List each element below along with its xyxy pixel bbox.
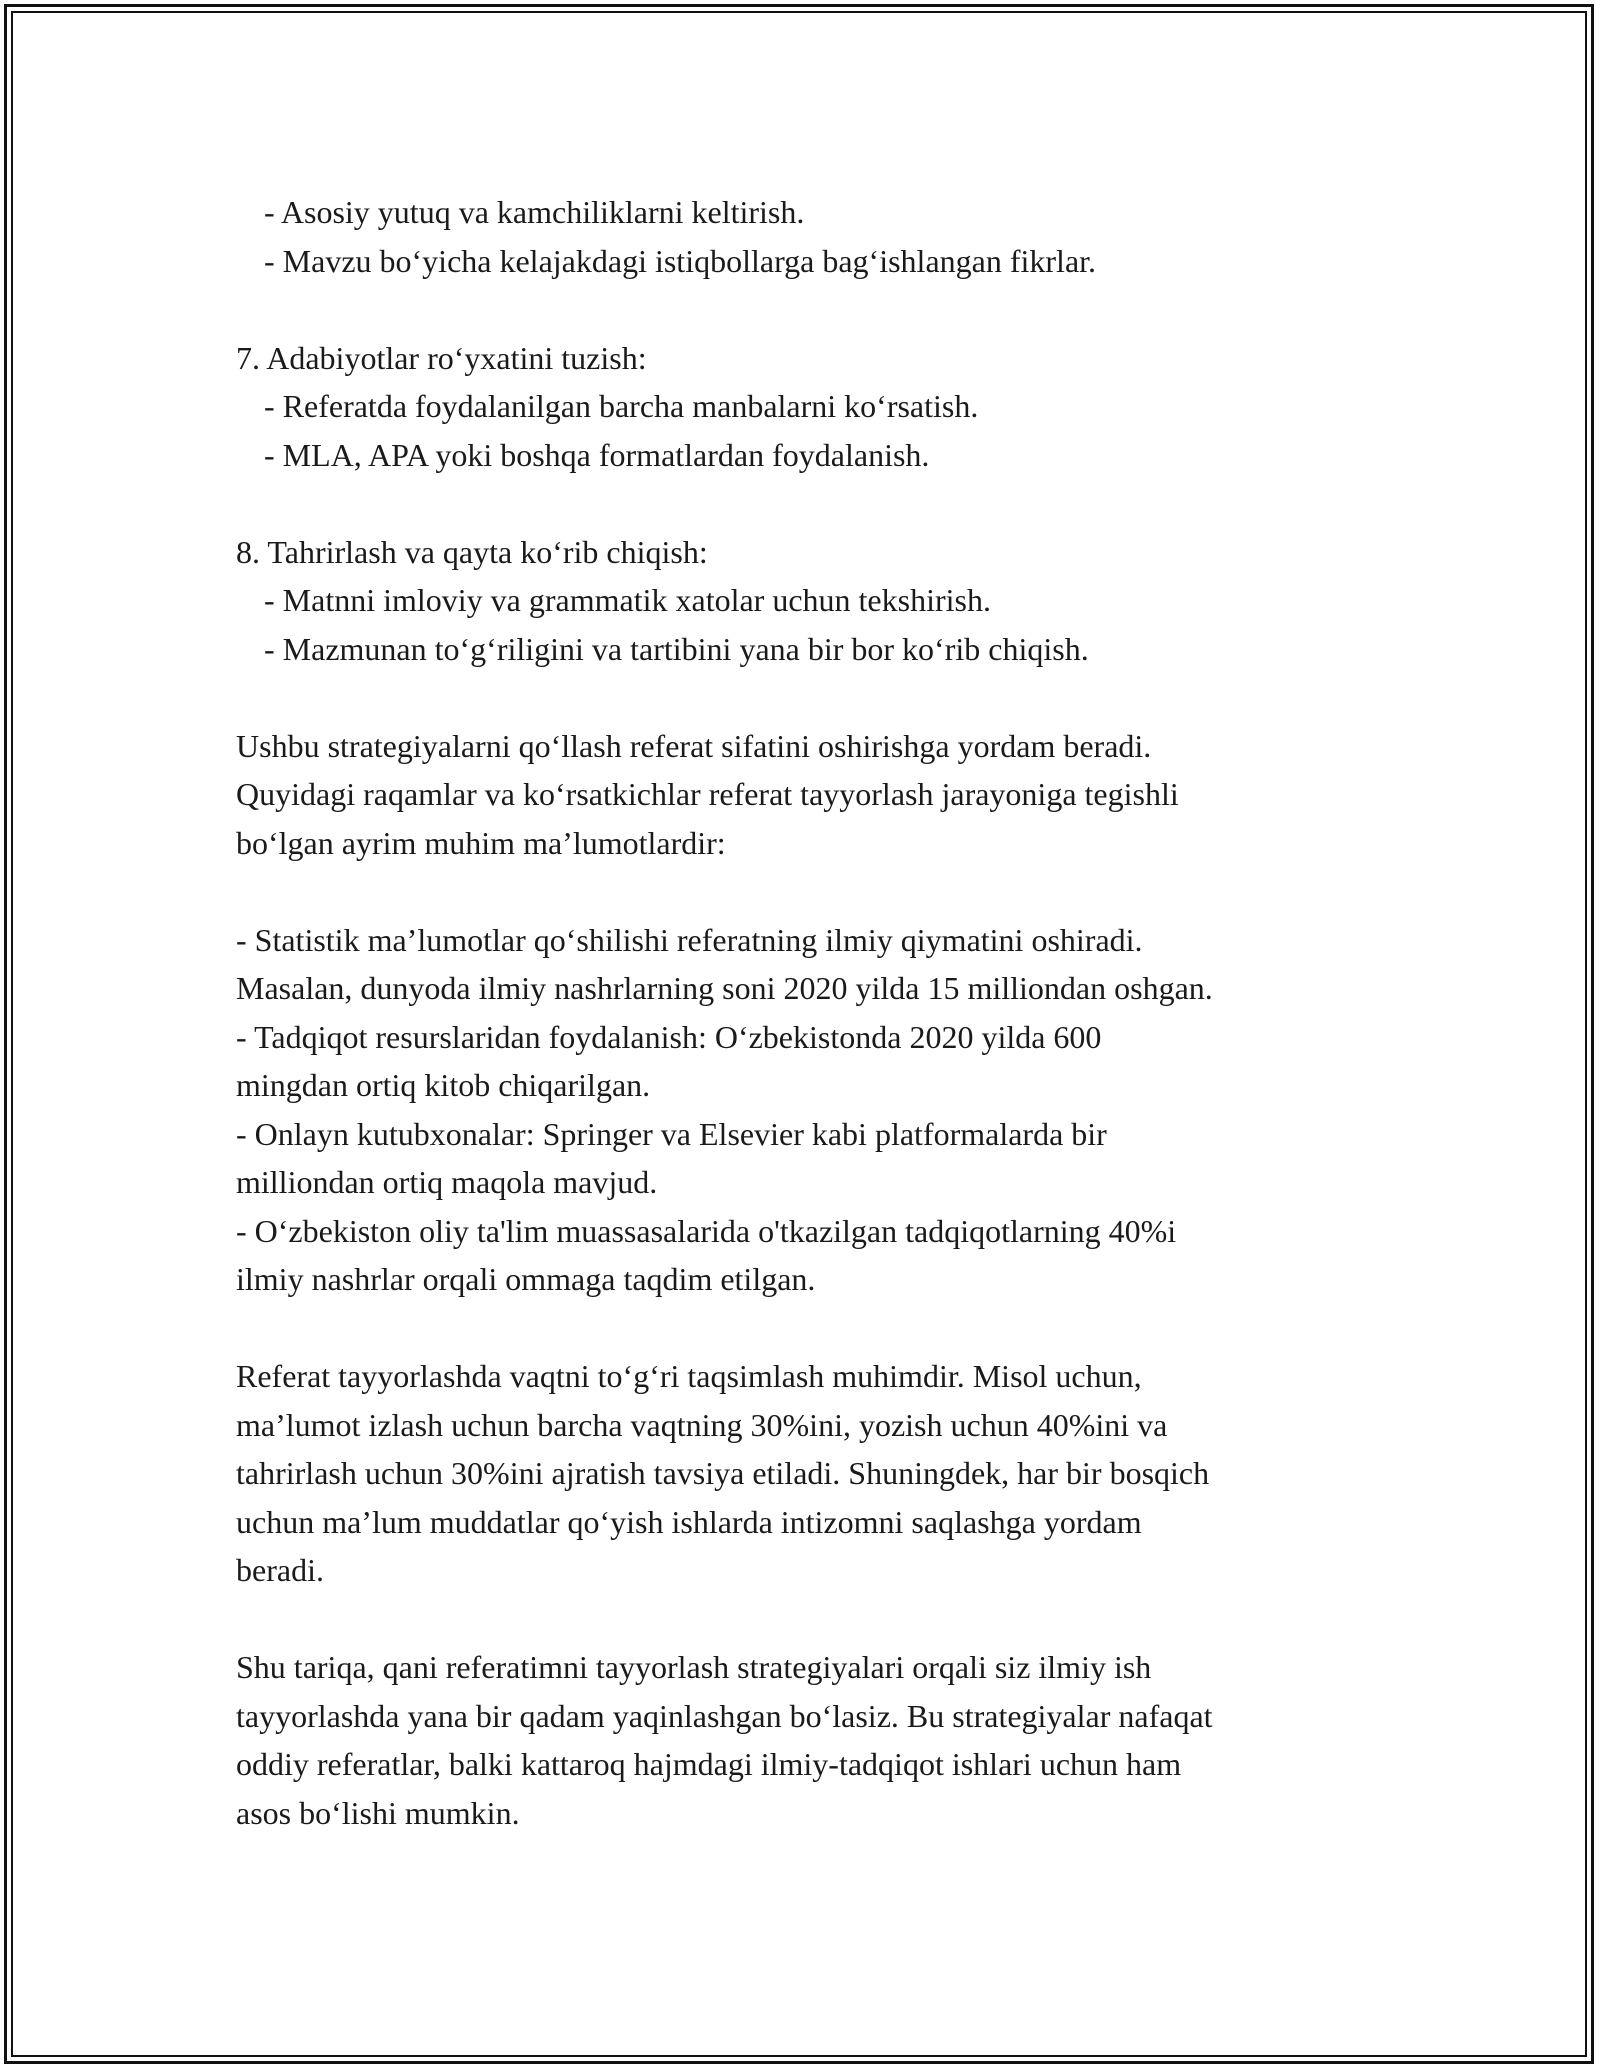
paragraph-line: asos bo‘lishi mumkin.: [236, 1794, 520, 1831]
paragraph-line: oddiy referatlar, balki kattaroq hajmdagi ilmiy-tadqiqot ishlari uchun ham: [236, 1746, 1182, 1782]
paragraph-line: bo‘lgan ayrim muhim ma’lumotlardir:: [236, 824, 726, 861]
list-item: - MLA, APA yoki boshqa formatlardan foydalanish.: [264, 436, 930, 473]
paragraph-line: Shu tariqa, qani referatimni tayyorlash strategiyalari orqali siz ilmiy ish: [236, 1649, 1152, 1685]
paragraph-line: Referat tayyorlashda vaqtni to‘g‘ri taqsimlash muhimdir. Misol uchun,: [236, 1358, 1142, 1394]
stats-line: mingdan ortiq kitob chiqarilgan.: [236, 1067, 651, 1103]
paragraph-gap: [236, 867, 1386, 916]
paragraph-gap: [236, 285, 1386, 334]
section-heading: 8. Tahrirlash va qayta ko‘rib chiqish:: [236, 533, 708, 570]
paragraph-line: uchun ma’lum muddatlar qo‘yish ishlarda intizomni saqlashga yordam: [236, 1503, 1142, 1540]
list-item: - Mavzu bo‘yicha kelajakdagi istiqbollarga bag‘ishlangan fikrlar.: [264, 242, 1097, 279]
stats-line: - O‘zbekiston oliy ta'lim muassasalarida o'tkazilgan tadqiqotlarning 40%i: [236, 1212, 1177, 1249]
document-body: [236, 188, 1386, 1837]
paragraph-line: Ushbu strategiyalarni qo‘llash referat sifatini oshirishga yordam beradi.: [236, 727, 1152, 764]
list-item: - Matnni imloviy va grammatik xatolar uchun tekshirish.: [264, 582, 991, 618]
stats-line: - Onlayn kutubxonalar: Springer va Elsevier kabi platformalarda bir: [236, 1115, 1107, 1152]
list-item: - Asosiy yutuq va kamchiliklarni keltirish.: [264, 194, 805, 230]
paragraph-line: tayyorlashda yana bir qadam yaqinlashgan bo‘lasiz. Bu strategiyalar nafaqat: [236, 1697, 1213, 1734]
list-item: - Referatda foydalanilgan barcha manbalarni ko‘rsatish.: [264, 388, 979, 424]
paragraph-line: ma’lumot izlash uchun barcha vaqtning 30%ini, yozish uchun 40%ini va: [236, 1406, 1168, 1443]
paragraph-line: beradi.: [236, 1552, 324, 1588]
list-item: - Mazmunan to‘g‘riligini va tartibini yana bir bor ko‘rib chiqish.: [264, 630, 1089, 667]
stats-line: Masalan, dunyoda ilmiy nashrlarning soni 2020 yilda 15 milliondan oshgan.: [236, 970, 1213, 1006]
stats-line: - Statistik ma’lumotlar qo‘shilishi referatning ilmiy qiymatini oshiradi.: [236, 921, 1143, 958]
paragraph-line: tahrirlash uchun 30%ini ajratish tavsiya etiladi. Shuningdek, har bir bosqich: [236, 1455, 1210, 1491]
section-heading: 7. Adabiyotlar ro‘yxatini tuzish:: [236, 339, 647, 376]
paragraph-gap: [236, 1304, 1386, 1353]
stats-line: milliondan ortiq maqola mavjud.: [236, 1164, 658, 1200]
paragraph-gap: [236, 479, 1386, 528]
paragraph-line: Quyidagi raqamlar va ko‘rsatkichlar referat tayyorlash jarayoniga tegishli: [236, 776, 1179, 812]
stats-line: ilmiy nashrlar orqali ommaga taqdim etilgan.: [236, 1261, 816, 1297]
paragraph-gap: [236, 1595, 1386, 1644]
stats-line: - Tadqiqot resurslaridan foydalanish: O‘zbekistonda 2020 yilda 600: [236, 1018, 1102, 1055]
paragraph-gap: [236, 673, 1386, 722]
